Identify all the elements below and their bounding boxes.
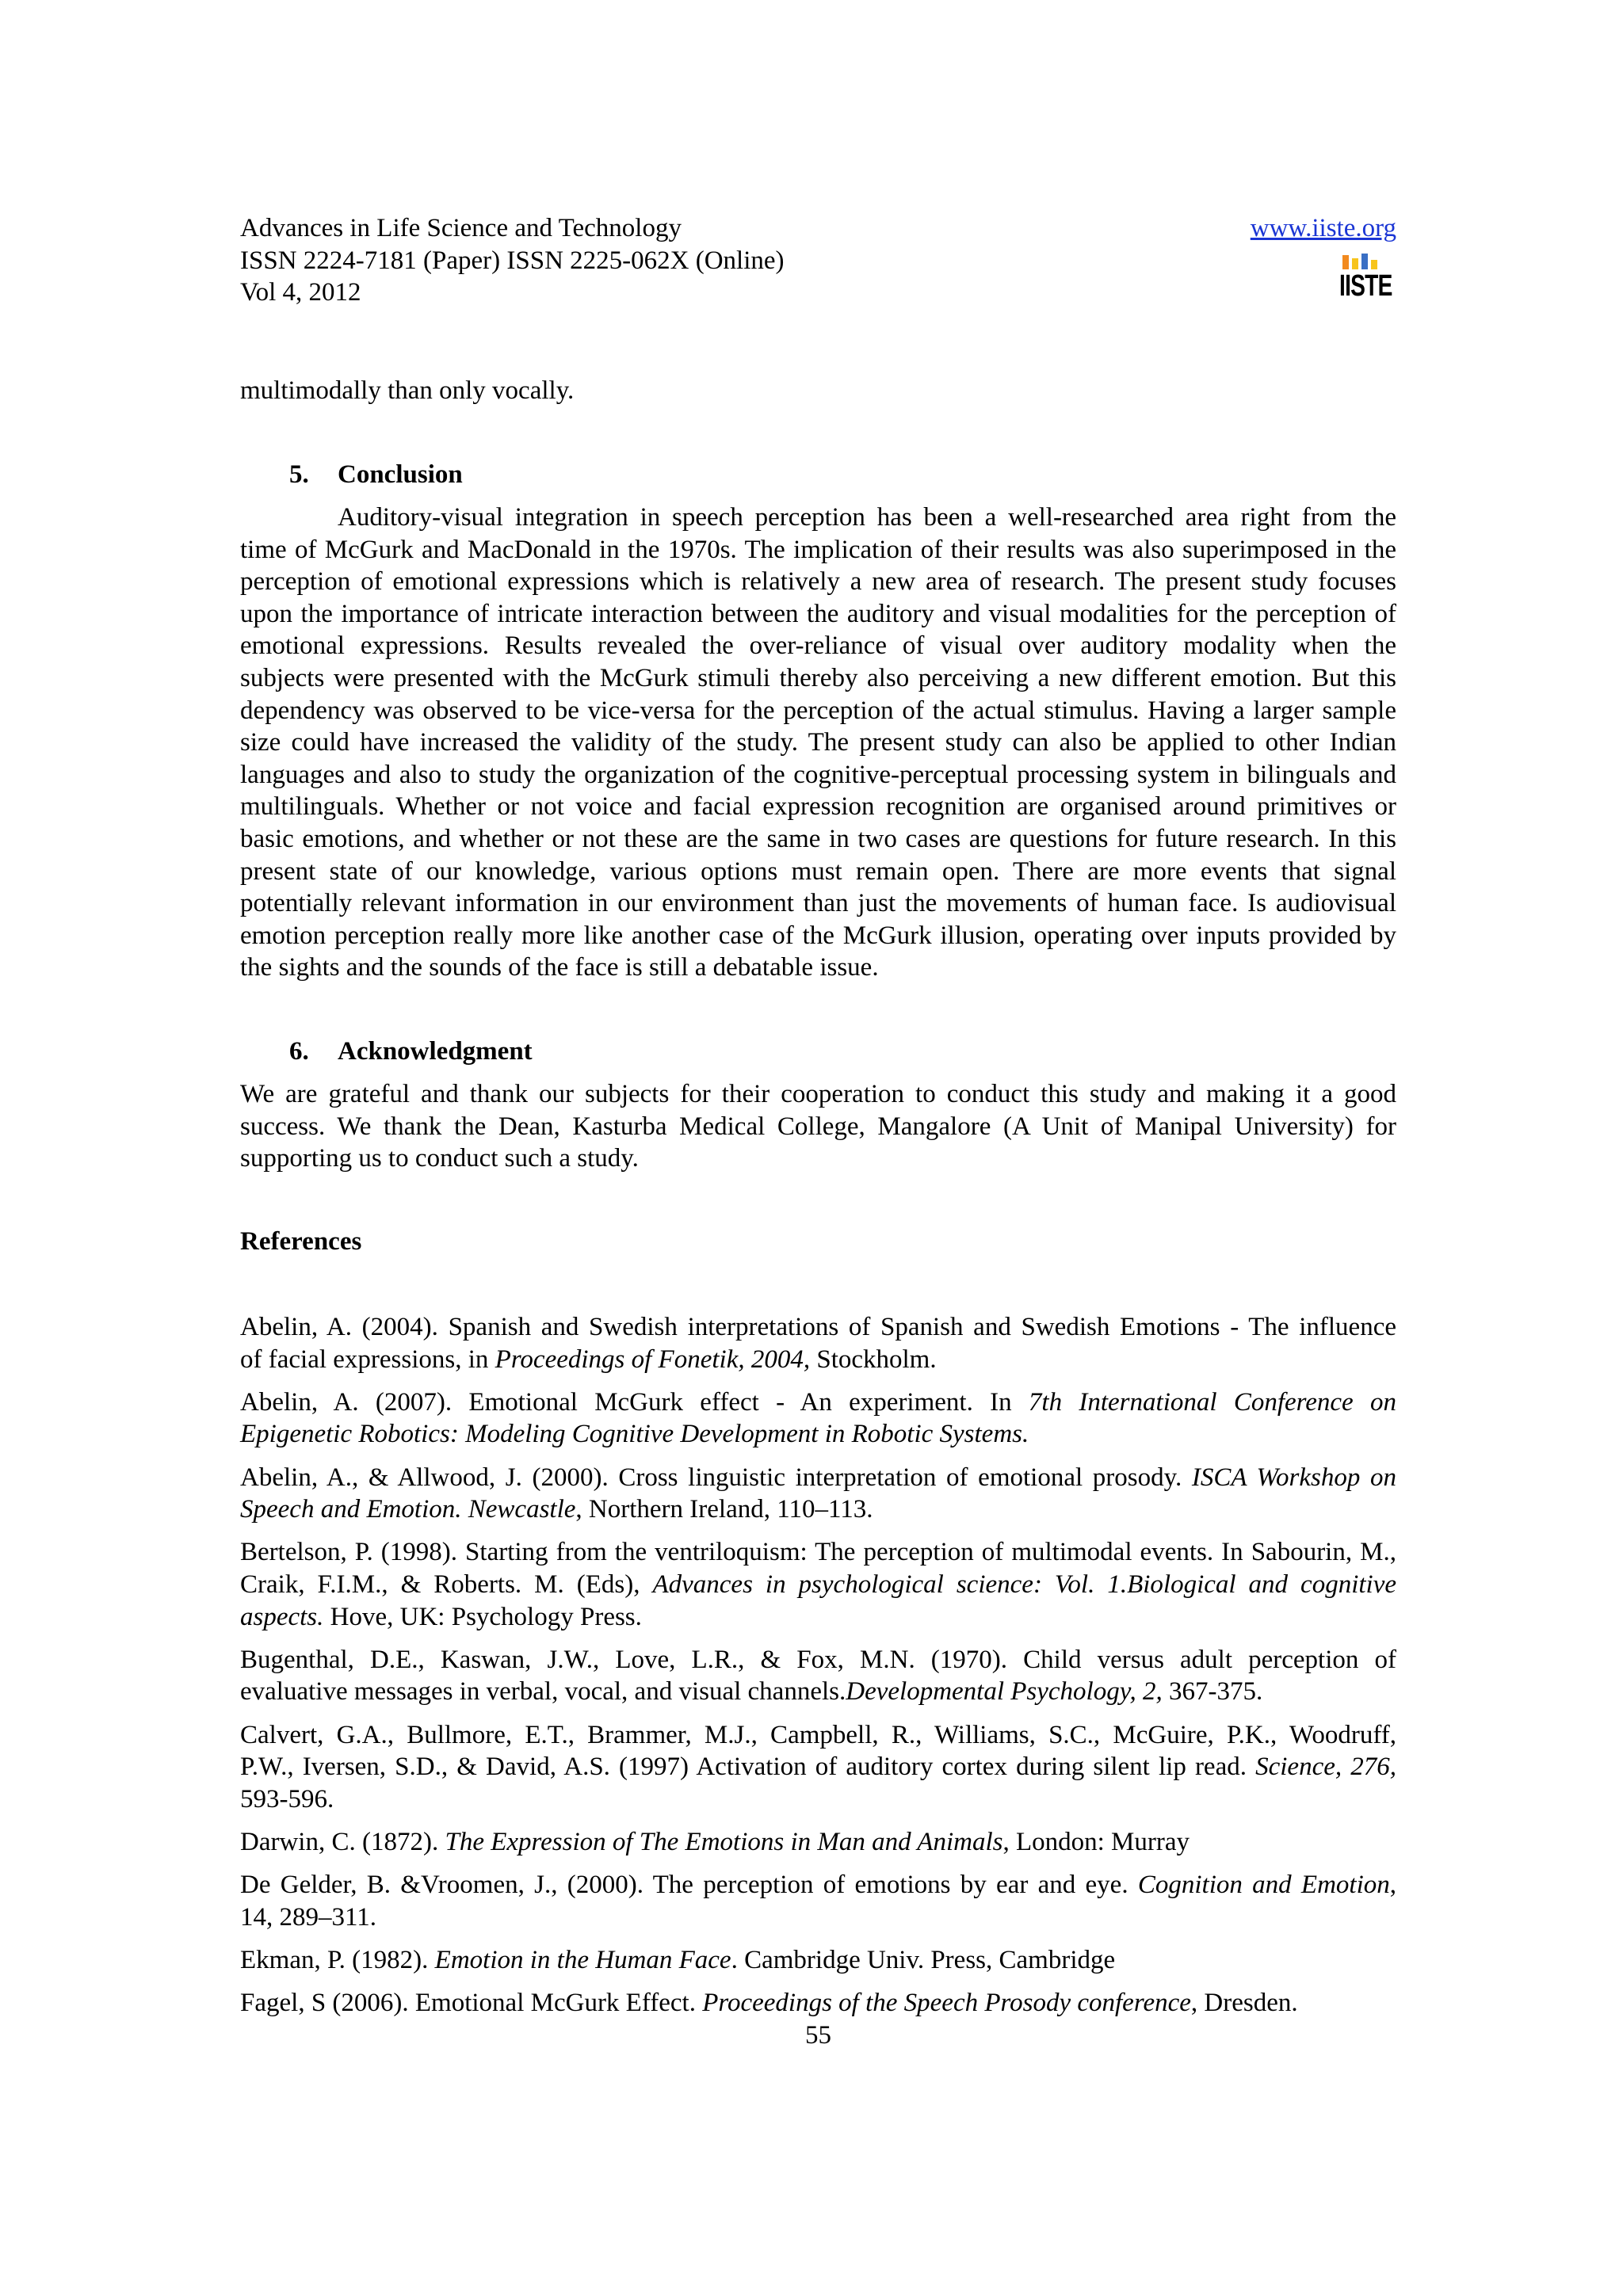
reference-entry (240, 1987, 1396, 2019)
reference-text: Hove, UK: Psychology Press. (323, 1602, 642, 1631)
reference-text: , Dresden. (1190, 1989, 1298, 2018)
reference-line (240, 1826, 1396, 1859)
section-heading-acknowledgment (289, 1035, 533, 1068)
paragraph-line: emotional expressions. Results revealed the over-reliance of visual over auditory modality when the (240, 631, 1396, 661)
reference-italic-text: Epigenetic Robotics: Modeling Cognitive Development in Robotic Systems. (240, 1420, 1029, 1449)
reference-line (240, 1719, 1396, 1752)
reference-text: Abelin, A. (2007). Emotional McGurk effect - An experiment. In (240, 1387, 1029, 1417)
iiste-logo (1339, 254, 1396, 306)
paragraph-line: upon the importance of intricate interaction between the auditory and visual modalities for the perception of (240, 599, 1396, 628)
reference-line (240, 1751, 1396, 1783)
reference-text: , London: Murray (1002, 1827, 1190, 1856)
paragraph-line: size could have increased the validity of the study. The present study can also be applied to other Indian (240, 728, 1396, 757)
paragraph-line: dependency was observed to be vice-versa for the perception of the actual stimulus. Having a larger sample (240, 696, 1396, 725)
logo-color-bar (1361, 254, 1368, 269)
reference-line (240, 1536, 1396, 1569)
reference-line (240, 1869, 1396, 1901)
logo-color-bar (1352, 258, 1358, 269)
section-heading-conclusion (289, 459, 463, 491)
logo-color-bar (1371, 260, 1377, 269)
paragraph-line: time of McGurk and MacDonald in the 1970s. The implication of their results was also superimposed in the (240, 535, 1396, 564)
paragraph-line: perception of emotional expressions which is relatively a new area of research. The present study focuses (240, 567, 1396, 597)
continued-paragraph-line: multimodally than only vocally. (240, 376, 575, 405)
reference-entry (240, 1719, 1396, 1816)
reference-entry (240, 1311, 1396, 1375)
reference-line (240, 1311, 1396, 1344)
reference-text: De Gelder, B. &Vroomen, J., (2000). The perception of emotions by ear and eye. (240, 1871, 1138, 1900)
references-list (240, 1311, 1396, 2030)
reference-line (240, 1783, 1396, 1816)
reference-text: Darwin, C. (1872). (240, 1827, 445, 1856)
running-header (240, 212, 785, 309)
reference-entry (240, 1386, 1396, 1451)
reference-italic-text: Speech and Emotion. Newcastle (240, 1495, 576, 1524)
section-title: Conclusion (338, 460, 463, 489)
reference-entry (240, 1944, 1396, 1977)
reference-entry (240, 1826, 1396, 1859)
section-number: 5. (289, 460, 309, 489)
reference-text: Craik, F.I.M., & Roberts. M. (Eds), (240, 1569, 653, 1599)
reference-entry (240, 1869, 1396, 1933)
section-title: Acknowledgment (338, 1037, 533, 1066)
reference-italic-text: The Expression of The Emotions in Man and Animals (445, 1827, 1003, 1856)
paragraph-line: Auditory-visual integration in speech perception has been a well-researched area right from the (338, 503, 1396, 532)
logo-color-bar (1342, 255, 1349, 269)
reference-line (240, 1676, 1396, 1708)
logo-wordmark: IISTE (1339, 269, 1392, 303)
reference-text: 593-596. (240, 1784, 334, 1814)
paragraph-line: supporting us to conduct such a study. (240, 1144, 639, 1173)
reference-text: P.W., Iversen, S.D., & David, A.S. (1997) Activation of auditory cortex during silent lip read. (240, 1753, 1256, 1782)
paragraph-line: We are grateful and thank our subjects for their cooperation to conduct this study and making it a good (240, 1080, 1396, 1108)
reference-text: Calvert, G.A., Bullmore, E.T., Brammer, M.J., Campbell, R., Williams, S.C., McGuire, P.K., Woodruff, (240, 1720, 1396, 1749)
volume-line: Vol 4, 2012 (240, 278, 361, 307)
journal-title: Advances in Life Science and Technology (240, 214, 682, 242)
reference-line (240, 1644, 1396, 1676)
reference-italic-text: Cognition and Emotion (1137, 1871, 1390, 1900)
issn-line: ISSN 2224-7181 (Paper) ISSN 2225-062X (Online) (240, 246, 785, 275)
page-number: 55 (805, 2021, 831, 2050)
reference-italic-text: 7th International Conference on (1028, 1387, 1396, 1417)
reference-line (240, 1462, 1396, 1494)
reference-italic-text: Emotion in the Human Face (434, 1945, 731, 1974)
reference-text: Abelin, A., & Allwood, J. (2000). Cross linguistic interpretation of emotional prosody. (240, 1463, 1192, 1492)
reference-italic-text: ISCA Workshop on (1191, 1463, 1396, 1492)
reference-entry (240, 1536, 1396, 1633)
paragraph-line: multilinguals. Whether or not voice and facial expression recognition are organised around primitives or (240, 792, 1396, 822)
reference-text: , Northern Ireland, 110–113. (575, 1495, 873, 1524)
conclusion-paragraph (240, 502, 1396, 984)
paragraph-line: subjects were presented with the McGurk stimuli thereby also perceiving a new different emotion. But this (240, 663, 1396, 692)
reference-line (240, 1418, 1396, 1451)
reference-italic-text: aspects. (240, 1602, 324, 1631)
reference-line (240, 1987, 1396, 2019)
journal-website-link[interactable]: www.iiste.org (1250, 214, 1396, 242)
section-number: 6. (289, 1037, 309, 1066)
reference-line (240, 1901, 1396, 1934)
reference-italic-text: Science, 276, (1255, 1753, 1396, 1782)
reference-text: , (1389, 1871, 1396, 1900)
paragraph-line: languages and also to study the organization of the cognitive-perceptual processing system in bilinguals and (240, 760, 1396, 789)
reference-entry (240, 1644, 1396, 1708)
reference-line (240, 1569, 1396, 1601)
reference-text: evaluative messages in verbal, vocal, and visual channels. (240, 1677, 846, 1707)
paragraph-line: basic emotions, and whether or not these are the same in two cases are questions for future research. In this (240, 824, 1396, 853)
acknowledgment-paragraph (240, 1078, 1396, 1175)
reference-text: . Cambridge Univ. Press, Cambridge (731, 1945, 1116, 1974)
references-heading: References (240, 1227, 362, 1256)
reference-italic-text: Developmental Psychology, 2, (846, 1677, 1163, 1707)
paragraph-line: potentially relevant information in our environment than just the movements of human face. Is audiovisual (240, 889, 1396, 918)
logo-color-bars (1339, 254, 1396, 269)
reference-text: Fagel, S (2006). Emotional McGurk Effect. (240, 1989, 703, 2018)
reference-italic-text: Advances in psychological science: Vol. 1.Biological and cognitive (652, 1569, 1396, 1599)
reference-text: 14, 289–311. (240, 1902, 377, 1932)
reference-text: of facial expressions, in (240, 1344, 495, 1374)
reference-text: Stockholm. (810, 1344, 937, 1374)
paragraph-line: success. We thank the Dean, Kasturba Medical College, Mangalore (A Unit of Manipal University) for (240, 1112, 1396, 1141)
paragraph-line: emotion perception really more like another case of the McGurk illusion, operating over inputs provided by (240, 921, 1396, 950)
paragraph-line: present state of our knowledge, various options must remain open. There are more events that signal (240, 856, 1396, 886)
reference-line (240, 1344, 1396, 1376)
reference-text: Bertelson, P. (1998). Starting from the ventriloquism: The perception of multimodal events. In Sabourin, M., (240, 1538, 1396, 1567)
reference-text: Bugenthal, D.E., Kaswan, J.W., Love, L.R., & Fox, M.N. (1970). Child versus adult perception of (240, 1645, 1396, 1674)
reference-text: 367-375. (1162, 1677, 1263, 1707)
reference-line (240, 1601, 1396, 1634)
reference-entry (240, 1462, 1396, 1526)
reference-text: Ekman, P. (1982). (240, 1945, 435, 1974)
reference-italic-text: Proceedings of the Speech Prosody conference (702, 1989, 1191, 2018)
reference-line (240, 1493, 1396, 1526)
reference-line (240, 1386, 1396, 1419)
paragraph-line: the sights and the sounds of the face is still a debatable issue. (240, 953, 879, 982)
reference-text: Abelin, A. (2004). Spanish and Swedish interpretations of Spanish and Swedish Emotions - The influence (240, 1313, 1396, 1341)
reference-italic-text: Proceedings of Fonetik, 2004, (495, 1344, 811, 1374)
reference-line (240, 1944, 1396, 1977)
